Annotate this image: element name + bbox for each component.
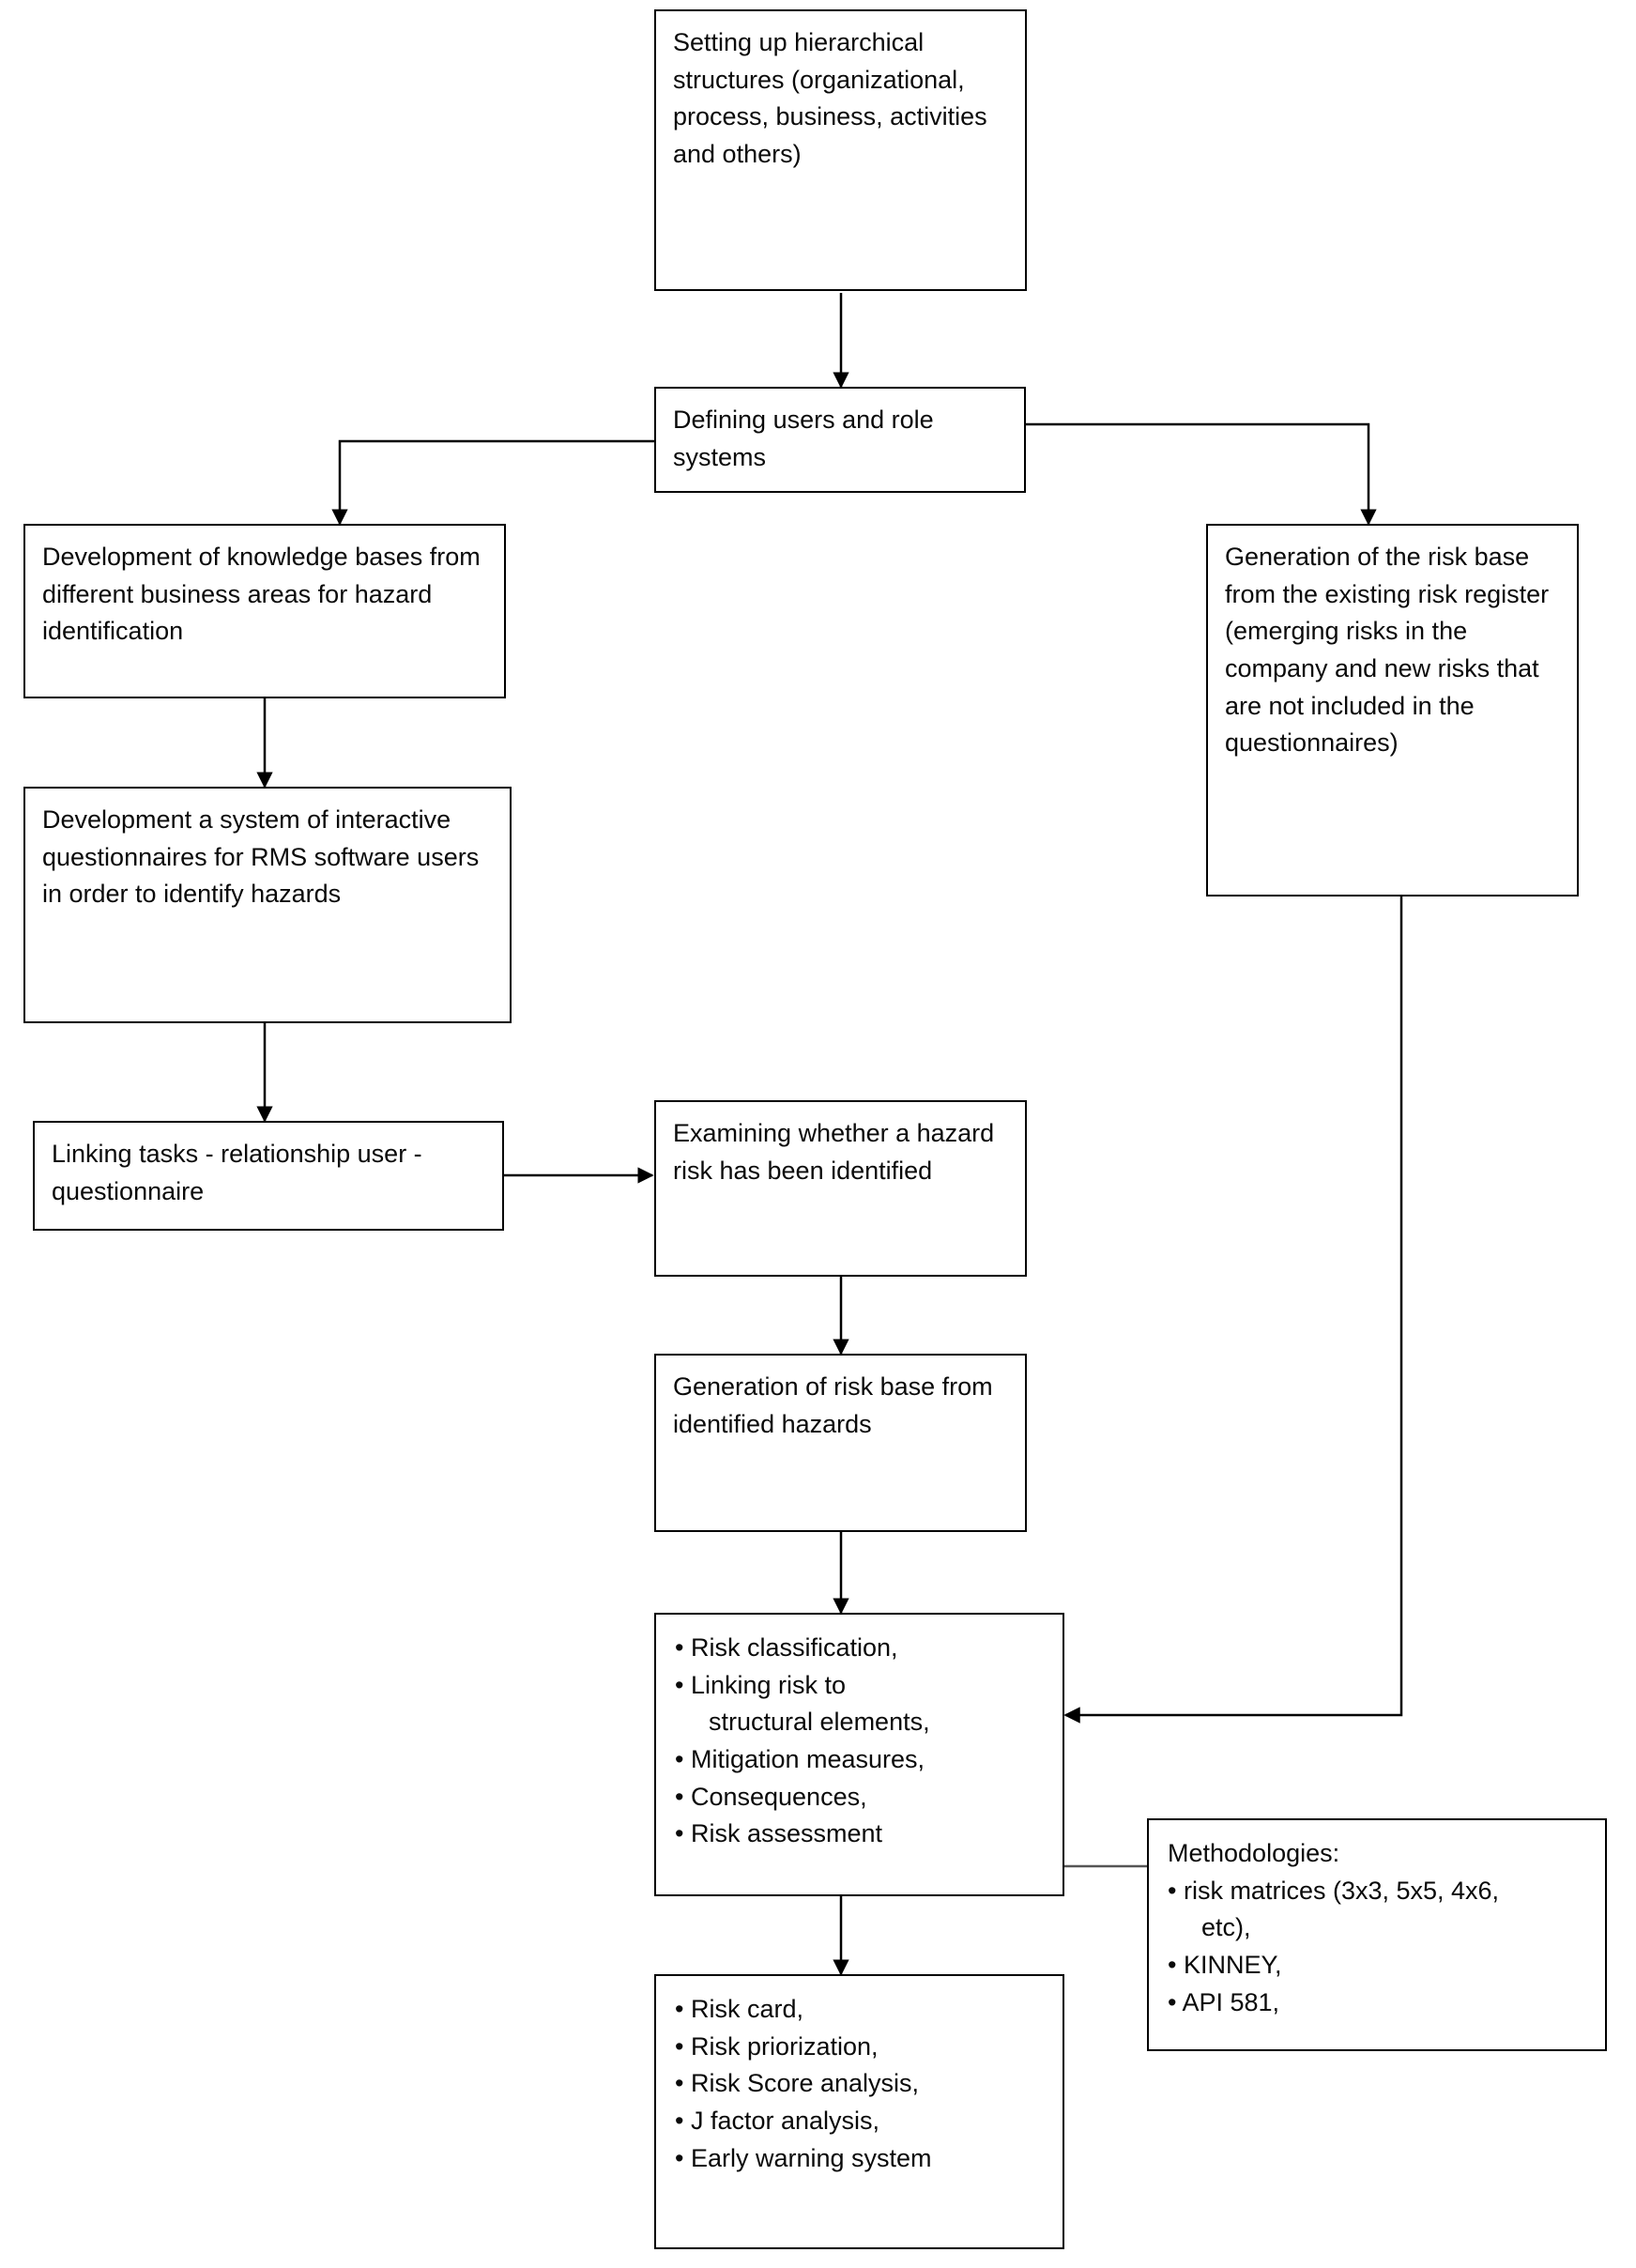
node-hierarchical-structures: Setting up hierarchical structures (organizational, process, business, activities and others) — [654, 9, 1027, 291]
bullet-line: • Risk Score analysis, — [675, 2069, 920, 2098]
bullet-line: • J factor analysis, — [675, 2107, 880, 2136]
bullet-line: • Risk card, — [675, 1995, 803, 2023]
methodologies-header: Methodologies: — [1168, 1839, 1340, 1867]
bullet-line: • KINNEY, — [1168, 1951, 1282, 1980]
node-defining-users: Defining users and role systems — [654, 387, 1026, 493]
bullet-line: structural elements, — [709, 1708, 930, 1737]
bullet-line: • Risk priorization, — [675, 2031, 879, 2061]
node-knowledge-bases: Development of knowledge bases from different business areas for hazard identification — [23, 524, 506, 698]
bullet-line: • Consequences, — [675, 1782, 867, 1811]
node-methodologies — [1147, 1818, 1607, 2051]
node-examining-hazard-risk: Examining whether a hazard risk has been identified — [654, 1100, 1027, 1277]
bullet-line: • API 581, — [1168, 1987, 1280, 2016]
node-generation-risk-base: Generation of risk base from identified hazards — [654, 1354, 1027, 1532]
bullet-line: • Mitigation measures, — [675, 1745, 925, 1774]
bullet-line: • Linking risk to — [675, 1670, 847, 1699]
bullet-line: etc), — [1201, 1913, 1251, 1942]
bullet-line: • Risk classification, — [675, 1633, 898, 1662]
bullet-line: • Risk assessment — [675, 1819, 883, 1848]
node-risk-outputs — [654, 1974, 1064, 2249]
node-interactive-questionnaires: Development a system of interactive questionnaires for RMS software users in order to identify hazards — [23, 787, 512, 1023]
bullet-line: • Early warning system — [675, 2143, 932, 2172]
bullet-line: • risk matrices (3x3, 5x5, 4x6, — [1168, 1876, 1500, 1905]
node-risk-register: Generation of the risk base from the existing risk register (emerging risks in the company and new risks that are not included in the questionnaires) — [1206, 524, 1579, 896]
node-linking-tasks: Linking tasks - relationship user - questionnaire — [33, 1121, 504, 1231]
node-risk-classification — [654, 1613, 1064, 1896]
